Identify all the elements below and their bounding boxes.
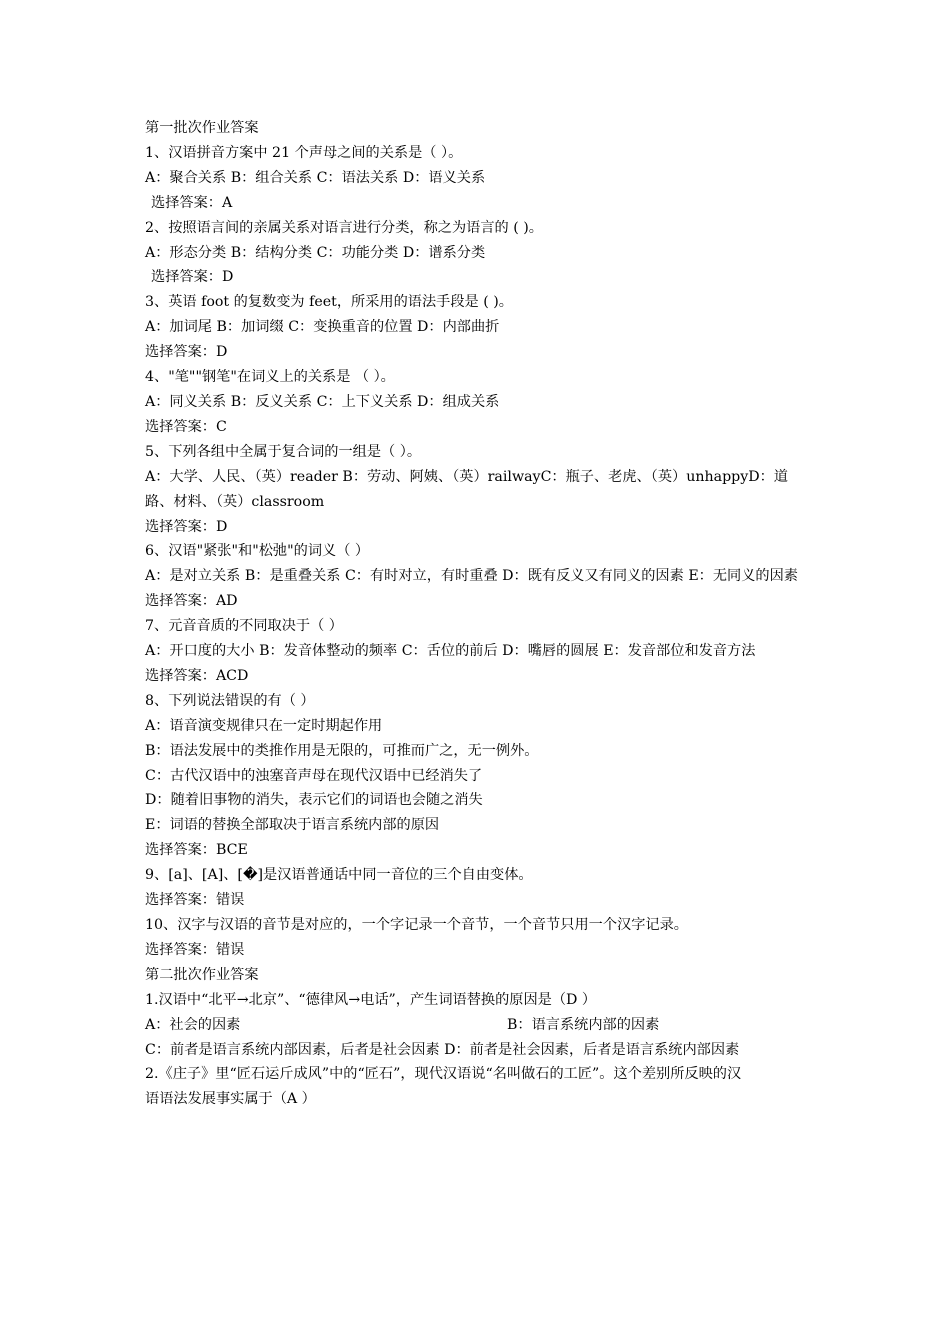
question-2-1: 1.汉语中“北平→北京”、“德律风→电话”，产生词语替换的原因是（D ） <box>145 991 597 1008</box>
question-2-2: 2.《庄子》里“匠石运斤成风”中的“匠石”，现代汉语说“名叫做石的工匠”。这个差别所反映的汉 <box>145 1066 742 1083</box>
option-8c: C：古代汉语中的浊塞音声母在现代汉语中已经消失了 <box>145 767 483 784</box>
question-2: 2、按照语言间的亲属关系对语言进行分类，称之为语言的 ( )。 <box>145 219 543 236</box>
answer-4: 选择答案：C <box>145 418 227 435</box>
question-7: 7、元音音质的不同取决于（ ） <box>145 618 343 635</box>
question-10: 10、汉字与汉语的音节是对应的，一个字记录一个音节，一个音节只用一个汉字记录。 <box>145 917 688 933</box>
options-5: A：大学、人民、（英）reader B：劳动、阿姨、（英）railwayC：瓶子、老虎、（英）unhappyD：道路、材料、（英）classroom <box>145 468 788 510</box>
options-2: A：形态分类 B：结构分类 C：功能分类 D：谱系分类 <box>145 244 486 261</box>
question-5: 5、下列各组中全属于复合词的一组是（ ）。 <box>145 443 422 460</box>
answer-9: 选择答案：错误 <box>145 892 245 909</box>
options-3: A：加词尾 B：加词缀 C：变换重音的位置 D：内部曲折 <box>145 319 500 336</box>
option-8b: B：语法发展中的类推作用是无限的，可推而广之，无一例外。 <box>145 742 539 759</box>
section-title: 第一批次作业答案 <box>145 120 259 136</box>
answer-1: 选择答案：A <box>151 194 233 211</box>
options-6: A：是对立关系 B：是重叠关系 C：有时对立，有时重叠 D：既有反义又有同义的因素 E：无同义的因素 <box>145 568 798 585</box>
answer-8: 选择答案：BCE <box>145 842 248 859</box>
question-4: 4、"笔""钢笔"在词义上的关系是 （ ）。 <box>145 369 395 386</box>
question-3: 3、英语 foot 的复数变为 feet，所采用的语法手段是 ( )。 <box>145 294 513 311</box>
answer-2: 选择答案：D <box>151 269 234 286</box>
question-8: 8、下列说法错误的有（ ） <box>145 692 315 709</box>
option-2-1b: B：语言系统内部的因素 <box>507 1016 660 1033</box>
options-7: A：开口度的大小 B：发音体整动的频率 C：舌位的前后 D：嘴唇的圆展 E：发音部位和发音方法 <box>145 643 756 660</box>
document-page <box>145 116 810 1112</box>
option-8d: D：随着旧事物的消失，表示它们的词语也会随之消失 <box>145 792 483 809</box>
answer-7: 选择答案：ACD <box>145 667 249 684</box>
section-title-2: 第二批次作业答案 <box>145 966 259 983</box>
options-1: A：聚合关系 B：组合关系 C：语法关系 D：语义关系 <box>145 169 486 186</box>
answer-6: 选择答案：AD <box>145 593 238 610</box>
options-2-1-ab <box>145 1013 810 1038</box>
question-9: 9、[a]、[A]、[�]是汉语普通话中同一音位的三个自由变体。 <box>145 867 533 884</box>
options-4: A：同义关系 B：反义关系 C：上下义关系 D：组成关系 <box>145 393 500 410</box>
question-2-2-cont: 语语法发展事实属于（A ） <box>145 1091 316 1108</box>
question-1: 1、汉语拼音方案中 21 个声母之间的关系是（ ）。 <box>145 144 463 161</box>
option-8e: E：词语的替换全部取决于语言系统内部的原因 <box>145 817 440 834</box>
answer-5: 选择答案：D <box>145 518 228 535</box>
options-2-1-cd: C：前者是语言系统内部因素，后者是社会因素 D：前者是社会因素，后者是语言系统内部因素 <box>145 1041 740 1058</box>
option-8a: A：语音演变规律只在一定时期起作用 <box>145 717 383 734</box>
answer-3: 选择答案：D <box>145 344 228 361</box>
answer-10: 选择答案：错误 <box>145 941 245 958</box>
question-6: 6、汉语"紧张"和"松弛"的词义（ ） <box>145 543 370 560</box>
option-2-1a: A：社会的因素 <box>145 1016 241 1033</box>
